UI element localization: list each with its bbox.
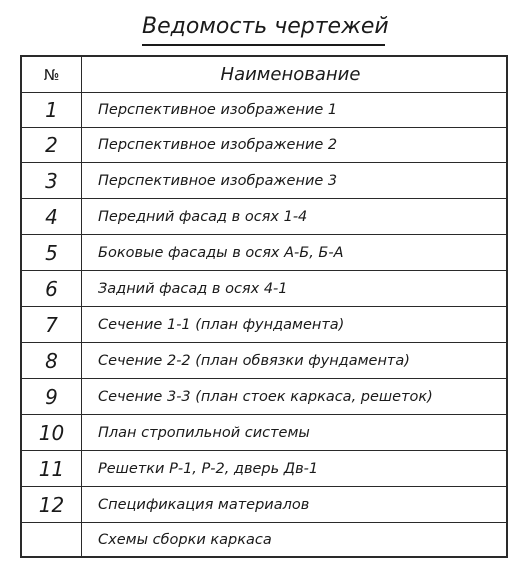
drawings-table: [20, 55, 508, 558]
header-name: Наименование: [220, 64, 361, 85]
table-row: [22, 415, 506, 451]
table-row: [22, 93, 506, 128]
table-row: [22, 487, 506, 523]
table-row: [22, 163, 506, 199]
table-row: [22, 235, 506, 271]
page-title: Ведомость чертежей: [142, 10, 385, 46]
row-name: План стропильной системы: [98, 424, 310, 441]
table-row: [22, 343, 506, 379]
row-number: 10: [38, 420, 65, 445]
row-name: Сечение 2-2 (план обвязки фундамента): [98, 352, 410, 369]
table-row: [22, 379, 506, 415]
table-row: [22, 523, 506, 556]
row-number: 2: [45, 133, 58, 157]
table-row: [22, 307, 506, 343]
row-number: 11: [38, 456, 65, 481]
row-number: [22, 523, 81, 556]
table-row: [22, 451, 506, 487]
row-number: 5: [45, 240, 58, 265]
row-number: 12: [38, 492, 65, 517]
row-name: Перспективное изображение 1: [98, 102, 338, 118]
row-number: 7: [45, 312, 58, 337]
row-name: Решетки Р-1, Р-2, дверь Дв-1: [98, 460, 319, 477]
row-name: Сечение 1-1 (план фундамента): [98, 316, 345, 333]
row-name: Задний фасад в осях 4-1: [98, 280, 288, 297]
row-number: 1: [45, 98, 58, 122]
row-number: 9: [45, 384, 58, 409]
row-name: Перспективное изображение 3: [98, 172, 338, 189]
table-header-row: [22, 57, 506, 93]
table-row: [22, 128, 506, 163]
row-name: Спецификация материалов: [98, 496, 310, 513]
row-name: Сечение 3-3 (план стоек каркаса, решеток): [98, 388, 433, 405]
header-number: №: [43, 65, 60, 84]
row-name: Боковые фасады в осях А-Б, Б-А: [98, 244, 344, 261]
row-number: 4: [45, 204, 58, 229]
table-row: [22, 271, 506, 307]
row-name: Схемы сборки каркаса: [98, 531, 272, 548]
row-name: Перспективное изображение 2: [98, 137, 338, 153]
table-row: [22, 199, 506, 235]
row-number: 8: [45, 348, 58, 373]
row-number: 6: [45, 276, 58, 301]
row-number: 3: [45, 168, 58, 193]
row-name: Передний фасад в осях 1-4: [98, 208, 308, 225]
